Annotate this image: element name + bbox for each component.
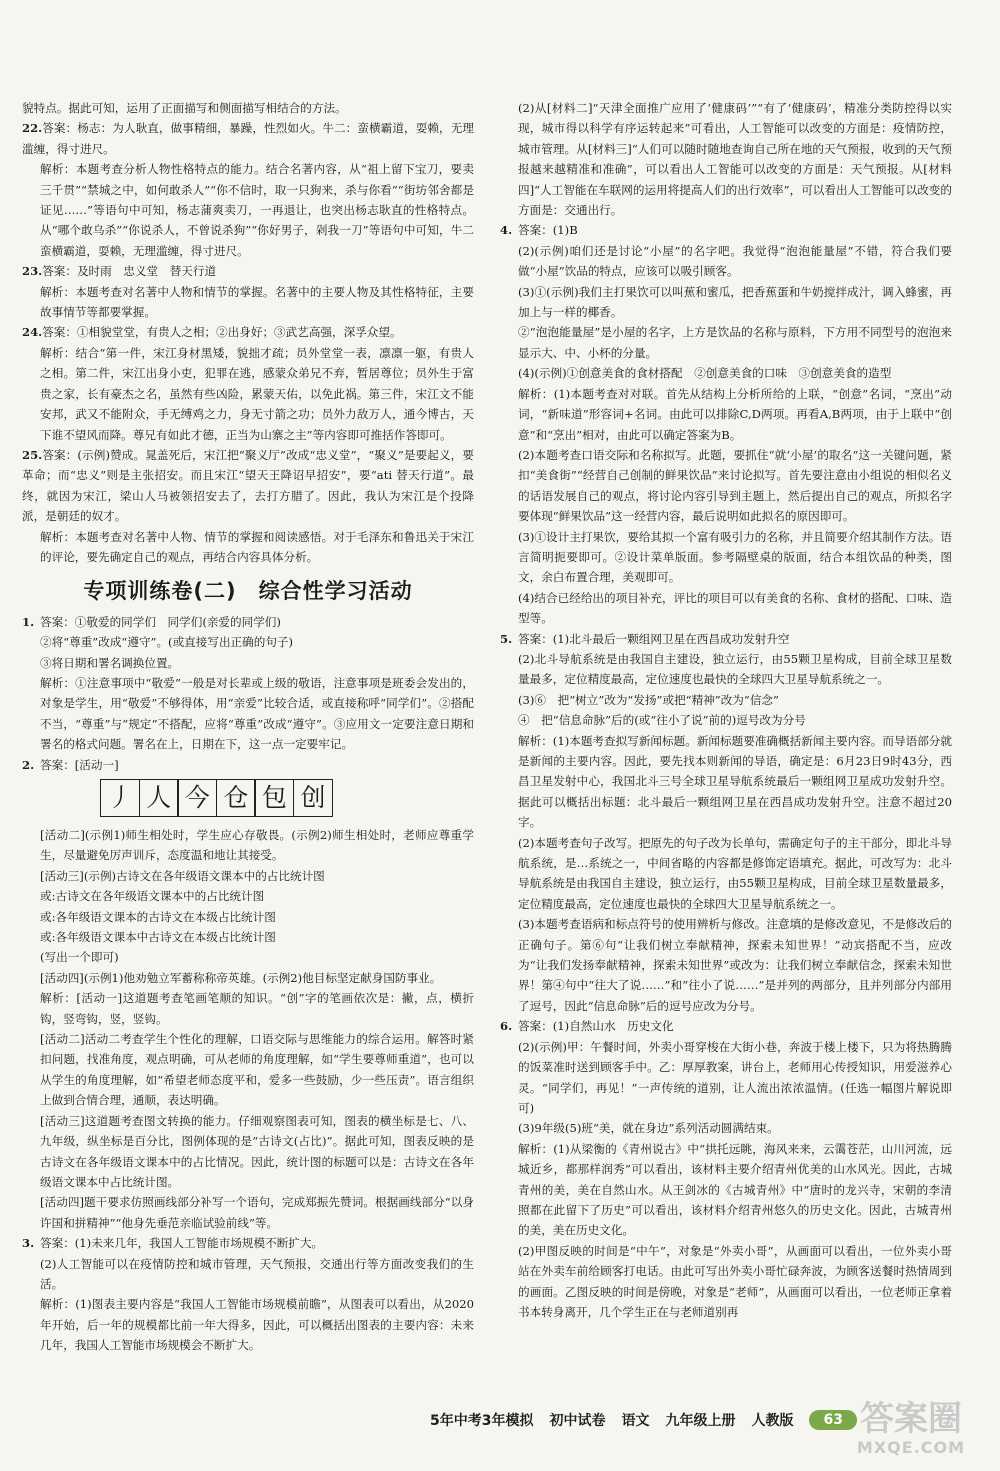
answer-text: (2)北斗导航系统是由我国自主建设，独立运行，由55颗卫星构成，目前全球卫星数量最多，定位精度最高，定位速度也最快的全球四大卫星导航系统之一。	[518, 651, 952, 687]
left-column	[22, 98, 474, 1356]
answer-text: (3)9年级(5)班“美，就在身边”系列活动圆满结束。	[518, 1121, 779, 1136]
paragraph: (2)从[材料二]“天津全面推广应用了‘健康码’”“有了‘健康码’，精准分类防控得以实现，城市得以科学有序运转起来”可看出，人工智能可以改变的方面是：疫情防控，城市管理。从[材料三]“人们可以随时随地查询自己所在地的天气预报，收到的天气预报越来越精准和准确”，可以看出人工智能可以改变的方面是：天气预报。从[材料四]“人工智能在车联网的运用将提高人们的出行效率”，可以看出人工智能可以改变的方面是：交通出行。	[518, 101, 952, 218]
answer-text: 答案：(1)自然山水 历史文化	[518, 1019, 674, 1034]
answer-text: 答案：杨志：为人耿直，做事精细，暴躁，性烈如火。牛二：蛮横霸道，耍赖，无理滥缠，得寸进尺。	[22, 121, 474, 156]
answer-text: (2)(示例)甲：午餐时间，外卖小哥穿梭在大街小巷，奔波于楼上楼下，只为将热腾腾的饭菜准时送到顾客手中。乙：厚厚教案，讲台上，老师用心传授知识，用爱滋养心灵。“同学们，再见！”一声传统的道别，让人流出浓浓温情。(任选一幅图片解说即可)	[518, 1039, 952, 1115]
page-footer	[430, 1410, 857, 1430]
question-number: 1.	[22, 614, 35, 629]
page-number: 63	[809, 1410, 856, 1430]
answer-text: 或:古诗文在各年级语文课本中的占比统计图	[40, 889, 265, 904]
analysis-text: (2)甲图反映的时间是“中午”，对象是“外卖小哥”，从画面可以看出，一位外卖小哥站在外卖车前给顾客打电话。由此可写出外卖小哥忙碌奔波，为顾客送餐时热情周到的画面。乙图反映的时间是傍晚，对象是“老师”，从画面可以看出，一位老师正拿着书本转身离开，几个学生正在与老师道别再	[518, 1243, 952, 1319]
answer-text: (2)(示例)咱们还是讨论“小屋”的名字吧。我觉得“泡泡能量屋”不错，符合我们要做“小屋”饮品的特点，应该可以吸引顾客。	[518, 243, 952, 279]
paragraph: 貌特点。据此可知，运用了正面描写和侧面描写相结合的方法。	[22, 101, 347, 115]
analysis-text: 解析：(1)本题考查对对联。首先从结构上分析所给的上联，“创意”名词，“烹出”动词，“新味道”形容词+名词。由此可以排除C,D两项。再看A,B两项，由于上联中“创意”和“烹出”相对，由此可以确定答案为B。	[518, 386, 952, 442]
analysis-text: 解析：本题考查对名著中人物和情节的掌握。名著中的主要人物及其性格特征，主要故事情节等都要掌握。	[40, 284, 474, 320]
stroke-box: 包	[254, 779, 294, 817]
right-column	[500, 98, 952, 1322]
book-series: 5年中考3年模拟	[430, 1413, 534, 1429]
analysis-text: [活动三]这道题考查图文转换的能力。仔细观察图表可知，图表的横坐标是七、八、九年级，纵坐标是百分比，图例体现的是“古诗文(占比)”。据此可知，图表反映的是古诗文在各年级语文课本中的占比情况。因此，统计图的标题可以是：古诗文在各年级语文课本中占比统计图。	[40, 1113, 474, 1189]
question-number: 5.	[500, 631, 513, 646]
analysis-text: (4)结合已经给出的项目补充，评比的项目可以有美食的名称、食材的搭配、口味、造型等。	[518, 590, 952, 626]
answer-text: (2)人工智能可以在疫情防控和城市管理，天气预报，交通出行等方面改变我们的生活。	[40, 1256, 474, 1291]
analysis-text: 解析：本题考查对名著中人物、情节的掌握和阅读感悟。对于毛泽东和鲁迅关于宋江的评论，要先确定自己的观点，再结合内容具体分析。	[40, 529, 474, 564]
stroke-box: 人	[139, 779, 179, 817]
answer-text: (写出一个即可)	[40, 950, 119, 965]
answer-text: (3)⑥ 把“树立”改为“发扬”或把“精神”改为“信念”	[518, 692, 779, 707]
analysis-text: (2)本题考查口语交际和名称拟写。此题，要抓住“就‘小屋’的取名”这一关键问题，紧扣“美食街”“经营自己创制的鲜果饮品”来讨论拟写。首先要注意由小组说的相似名义的话语发展自己的观点，将讨论内容引导到主题上，然后提出自己的观点，所拟名字要体现“鲜果饮品”这一经营内容，最后说明如此拟名的原因即可。	[518, 447, 952, 524]
analysis-text: 解析：(1)图表主要内容是“我国人工智能市场规模前瞻”，从图表可以看出，从2020年开始，后一年的规模都比前一年大得多，因此，可以概括出图表的主要内容：未来几年，我国人工智能市场规模会不断扩大。	[40, 1297, 474, 1353]
answer-text: 答案：(1)B	[518, 223, 578, 238]
stroke-box: 仓	[216, 779, 256, 817]
analysis-text: [活动四]题干要求仿照画线部分补写一个语句，完成郑振先赞词。根据画线部分“以身许国和拼精神”“他身先垂范亲临试验前线”等。	[40, 1195, 474, 1230]
question-number: 2.	[22, 757, 35, 772]
answer-text: 答案：[活动一]	[40, 757, 119, 772]
question-number: 4.	[500, 223, 513, 238]
question-number: 25.	[22, 447, 43, 462]
answer-text: 答案：(1)未来几年，我国人工智能市场规模不断扩大。	[40, 1236, 324, 1251]
stroke-box: 丿	[100, 779, 140, 817]
answer-text: 答案：(1)北斗最后一颗组网卫星在西昌成功发射升空	[518, 631, 790, 646]
answer-text: (4)(示例)①创意美食的食材搭配 ②创意美食的口味 ③创意美食的造型	[518, 366, 892, 381]
watermark-text: 答案圈	[860, 1399, 962, 1439]
analysis-text: 解析：(1)从梁衡的《青州说古》中“拱托远眺，海风来来，云霭苍茫，山川河流，远城近乡，都那样润秀”可以看出，该材料主要介绍青州优美的山水风光。因此，古城青州的美，美在自然山水。从王剑冰的《古城青州》中“唐时的龙兴寺，宋朝的李清照都在此留下了历史”可以看出，该材料介绍青州悠久的历史文化。因此，古城青州的美，美在历史文化。	[518, 1141, 952, 1238]
answer-text: [活动四](示例1)他劝勉立军蓄称称帝英雄。(示例2)他目标坚定献身国防事业。	[40, 970, 442, 985]
analysis-text: 解析：本题考查分析人物性格特点的能力。结合名著内容，从“祖上留下宝刀，要卖三千贯”“禁城之中，如何敢杀人”“你不信时，取一只狗来，杀与你看”“街坊邻舍都是证见……”等语句中可知，杨志蒲爽卖刀，一再退让，也突出杨志耿直的性格特点。从“哪个敢乌杀”“你说杀人，不曾说杀狗”“你好男子，剁我一刀”等语句中可知，牛二蛮横霸道，耍赖，无理滥缠，得寸进尺。	[40, 162, 474, 258]
analysis-text: 解析：结合“第一件，宋江身材黑矮，貌拙才疏；员外堂堂一表，凛凛一躯，有贵人之相。第二件，宋江出身小吏，犯罪在逃，感蒙众弟兄不弃，暂居尊位；员外生于富贵之家，长有豪杰之名，虽然有些凶险，累蒙天佑，以免此祸。第三件，宋江文不能安邦，武又不能附众，手无缚鸡之力，身无寸箭之功；员外力敌万人，通今博古，天下谁不望风而降。尊兄有如此才德，正当为山寨之主”等内容即可推括作答即可。	[40, 345, 474, 442]
answer-text: [活动二](示例1)师生相处时，学生应心存敬畏。(示例2)师生相处时，老师应尊重学生，尽量避免厉声训斥，态度温和地让其接受。	[40, 828, 474, 863]
analysis-text: [活动二]活动二考查学生个性化的理解，口语交际与思维能力的综合运用。解答时紧扣问题，找准角度，观点明确，可从老师的角度理解，如“学生要尊师重道”，也可以从学生的角度理解，如“希望老师态度平和，爱多一些鼓励，少一些压责”。语言组织上做到合情合理，通顺，表达明确。	[40, 1032, 474, 1108]
analysis-text: 解析：[活动一]这道题考查笔画笔顺的知识。“创”字的笔画依次是：撇，点，横折钩，竖弯钩，竖，竖钩。	[40, 991, 474, 1026]
stroke-order-boxes	[100, 779, 474, 817]
subject: 语文	[621, 1413, 650, 1429]
grade: 九年级上册	[665, 1413, 736, 1429]
analysis-text: 解析：(1)本题考查拟写新闻标题。新闻标题要准确概括新闻主要内容。而导语部分就是新闻的主要内容。因此，要先找本则新闻的导语，确定是：6月23日9时43分，西昌卫星发射中心，我国北斗三号全球卫星导航系统最后一颗组网卫星成功发射升空。据此可以概括出标题：北斗最后一颗组网卫星在西昌成功发射升空。注意不超过20字。	[518, 733, 952, 830]
answer-text: ③将日期和署名调换位置。	[40, 655, 180, 670]
answer-text: 或:各年级语文课本中古诗文在本级占比统计图	[40, 930, 276, 945]
question-number: 24.	[22, 325, 43, 340]
edition: 人教版	[751, 1413, 794, 1429]
analysis-text: (3)本题考查语病和标点符号的使用辨析与修改。注意填的是修改意见，不是修改后的正确句子。第⑥句“让我们树立奉献精神，探索未知世界！”动宾搭配不当，应改为“让我们发扬奉献精神，探索未知世界”或改为：让我们树立奉献信念，探索未知世界！第④句中“往大了说……”和“往小了说……”是并列的两部分，且并列部分内部用了逗号，因此“信息命脉”后的逗号应改为分号。	[518, 917, 952, 1013]
answer-text: 答案：①敬爱的同学们 同学们(亲爱的同学们)	[40, 614, 281, 629]
analysis-text: (3)①设计主打果饮，要给其拟一个富有吸引力的名称，并且简要介绍其制作方法。语言简明扼要即可。②设计菜单版面。参考隔壁桌的版面，结合本组饮品的种类，图文，余白布置合理，美观即可。	[518, 529, 952, 585]
stroke-box: 创	[293, 779, 333, 817]
question-number: 22.	[22, 121, 43, 136]
stroke-box: 今	[177, 779, 217, 817]
analysis-text: 解析：①注意事项中“敬爱”一般是对长辈或上级的敬语，注意事项是班委会发出的，对象是学生，用“敬爱”不够得体，用“亲爱”比较合适，或直接称呼“同学们”。②搭配不当，“尊重”与“规定”不搭配，应将“尊重”改成“遵守”。③应用文一定要注意日期和署名的格式问题。署名在上，日期在下，这一点一定要牢记。	[40, 675, 474, 752]
analysis-text: (2)本题考查句子改写。把原先的句子改为长单句，需确定句子的主干部分，即北斗导航系统，是…系统之一，中间省略的内容都是修饰定语填充。据此，可改写为：北斗导航系统是由我国自主建设，独立运行，由55颗卫星构成，目前全球卫星数量最多，定位精度最高，定位速度也最快的全球四大卫星导航系统之一。	[518, 835, 952, 911]
answer-text: 答案：(示例)赞成。晁盖死后，宋江把“聚义厅”改成“忠义堂”，“聚义”是要起义，要革命；而“忠义”则是主张招安。而且宋江“望天王降诏早招安”，要“ati 替天行道”。最终，就因为宋江，梁山人马被领招安去了，去打方腊了。因此，我认为宋江是个投降派，是朝廷的奴才。	[22, 447, 474, 524]
answer-text: ④ 把“信息命脉”后的(或“往小了说”前的)逗号改为分号	[518, 713, 806, 728]
book-kind: 初中试卷	[549, 1413, 606, 1429]
section-title: 专项训练卷(二) 综合性学习活动	[83, 579, 413, 604]
watermark-url: MXQE.COM	[856, 1438, 966, 1457]
answer-text: (3)①(示例)我们主打果饮可以叫蕉和蜜瓜，把香蕉蛋和牛奶搅拌成汁，调入蜂蜜，再加上与一样的椰香。	[518, 284, 952, 320]
answer-text: 答案：及时雨 忠义堂 替天行道	[42, 264, 217, 279]
question-number: 3.	[22, 1236, 35, 1251]
question-number: 6.	[500, 1019, 513, 1034]
watermark-logo	[836, 1400, 986, 1464]
answer-text: 或:各年级语文课本的古诗文在本级占比统计图	[40, 909, 276, 924]
answer-text: 答案：①相貌堂堂，有贵人之相；②出身好；③武艺高强，深孚众望。	[42, 325, 402, 340]
answer-text: ②“泡泡能量屋”是小屋的名字，上方是饮品的名称与原料，下方用不同型号的泡泡来显示大、中、小杯的分量。	[518, 325, 952, 360]
answer-text: ②将“尊重”改成“遵守”。(或直接写出正确的句子)	[40, 635, 294, 650]
question-number: 23.	[22, 264, 43, 279]
answer-text: [活动三](示例)古诗文在各年级语文课本中的占比统计图	[40, 868, 325, 883]
